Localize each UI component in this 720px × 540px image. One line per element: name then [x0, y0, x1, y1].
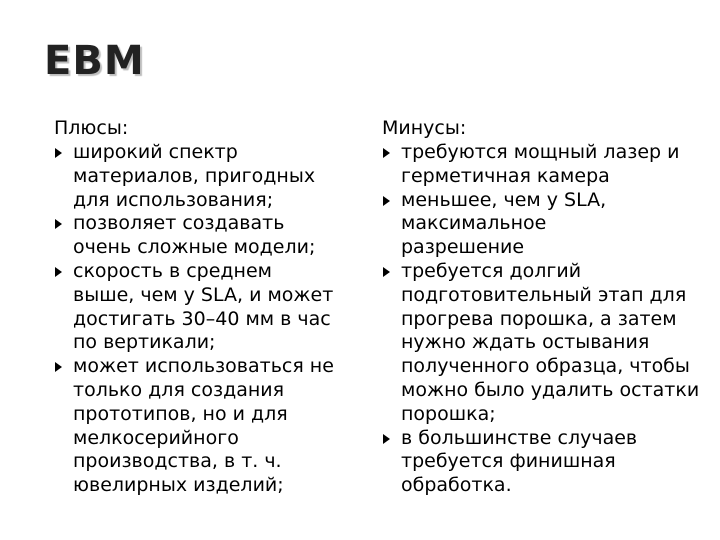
list-item-text: меньшее, чем у SLA, максимальное разрешение [401, 188, 607, 259]
list-item-text: требуются мощный лазер и герметичная камера [401, 141, 680, 187]
triangle-bullet-icon [383, 148, 390, 158]
list-item-text: скорость в среднем выше, чем у SLA, и может достигать 30–40 мм в час по вертикали; [73, 259, 334, 354]
list-item [54, 355, 335, 498]
pros-heading: Плюсы: [54, 117, 129, 139]
pros-column [54, 116, 354, 498]
list-item [54, 212, 335, 260]
list-item [382, 260, 701, 427]
triangle-bullet-icon [55, 362, 62, 372]
list-item [54, 141, 335, 212]
cons-column [382, 116, 702, 498]
cons-heading: Минусы: [382, 117, 467, 139]
list-item [382, 189, 641, 260]
list-item-text: широкий спектр материалов, пригодных для использования; [73, 141, 316, 211]
list-item [382, 427, 693, 498]
list-item [382, 141, 693, 189]
triangle-bullet-icon [383, 196, 390, 206]
cons-list [382, 141, 702, 498]
slide-title: EBM [44, 38, 145, 84]
pros-list [54, 141, 354, 498]
triangle-bullet-icon [55, 219, 62, 229]
triangle-bullet-icon [383, 434, 390, 444]
triangle-bullet-icon [55, 267, 62, 277]
list-item-text: требуется долгий подготовительный этап для прогрева порошка, а затем нужно ждать остывания полученного образца, чтобы можно было удалить остатки порошка; [401, 259, 700, 425]
list-item [54, 260, 335, 355]
list-item-text: может использоваться не только для создания прототипов, но и для мелкосерийного производства, в т. ч. ювелирных изделий; [73, 355, 334, 497]
triangle-bullet-icon [55, 148, 62, 158]
list-item-text: позволяет создавать очень сложные модели; [73, 212, 316, 259]
triangle-bullet-icon [383, 267, 390, 277]
list-item-text: в большинстве случаев требуется финишная обработка. [401, 426, 638, 497]
